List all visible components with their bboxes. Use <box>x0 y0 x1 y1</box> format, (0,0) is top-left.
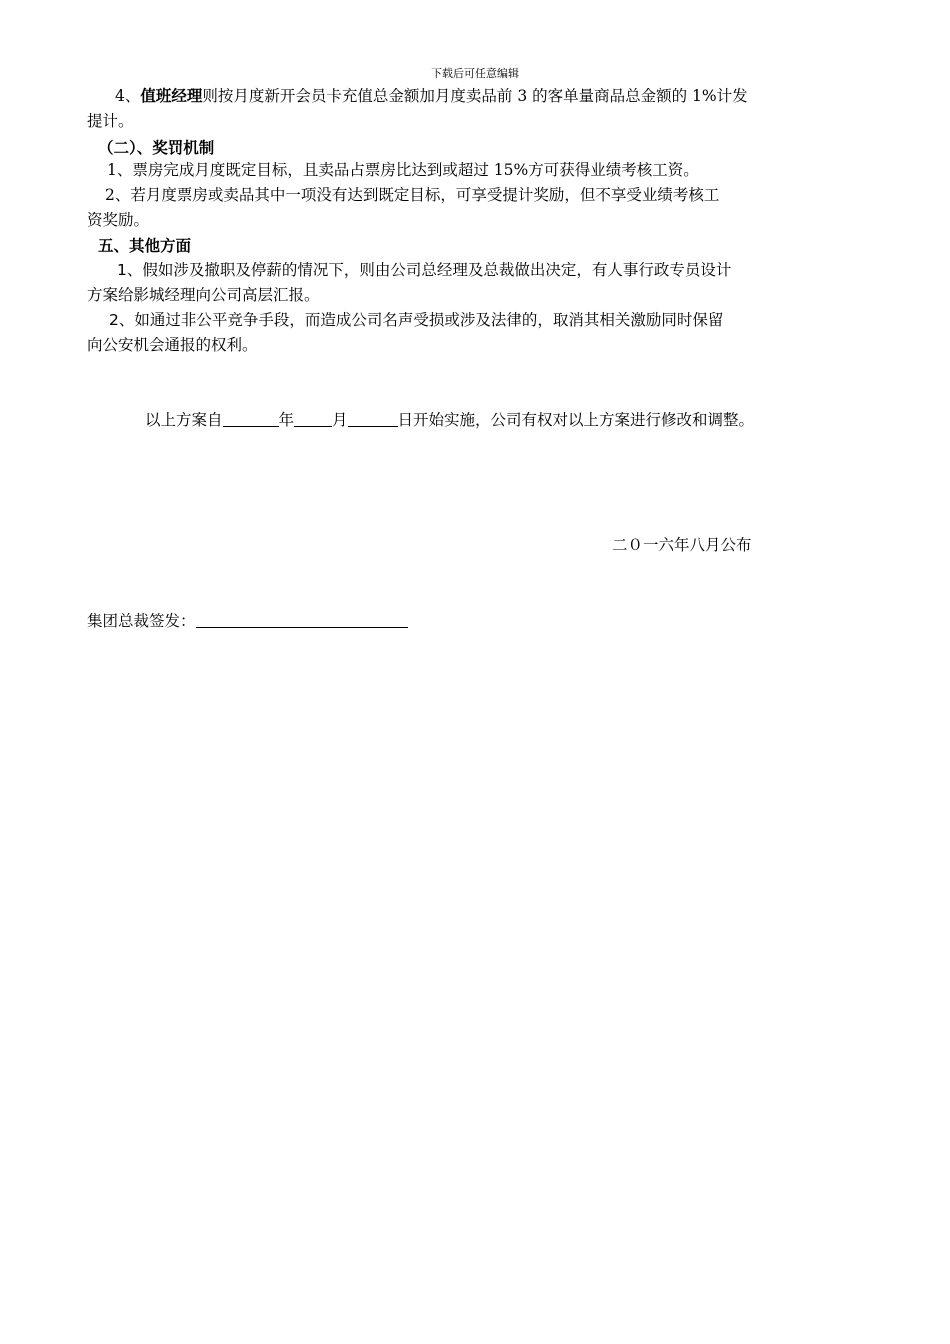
paragraph-reward-item-2 <box>87 183 877 233</box>
paragraph-reward-item-1 <box>87 158 877 183</box>
reward-item-2-line1: 2、若月度票房或卖品其中一项没有达到既定目标，可享受提计奖励，但不享受业绩考核工 <box>105 186 720 204</box>
paragraph-other-item-1 <box>87 258 877 308</box>
implementation-statement <box>145 408 885 433</box>
item-4-text-line2: 提计。 <box>87 112 134 130</box>
heading-other-aspects: 五、其他方面 <box>98 237 192 255</box>
implementation-prefix: 以上方案自 <box>145 411 223 429</box>
header-note: 下载后可任意编辑 <box>431 67 519 80</box>
other-item-1-number: 1 <box>117 261 127 279</box>
other-item-2-line2: 向公安机会通报的权利。 <box>87 336 258 354</box>
publish-date: 二０一六年八月公布 <box>612 536 752 554</box>
paragraph-item-4 <box>87 84 877 134</box>
signature-line <box>87 609 487 634</box>
signature-label: 集团总裁签发： <box>87 612 196 630</box>
month-blank[interactable] <box>294 410 332 427</box>
year-blank[interactable] <box>223 410 279 427</box>
other-item-2-line1: 、如通过非公平竞争手段，而造成公司名声受损或涉及法律的，取消其相关激励同时保留 <box>118 311 724 329</box>
implementation-suffix: 日开始实施，公司有权对以上方案进行修改和调整。 <box>397 411 755 429</box>
day-blank[interactable] <box>348 410 398 427</box>
signature-blank[interactable] <box>196 611 408 628</box>
paragraph-other-item-2 <box>87 308 877 358</box>
item-4-number: 4、 <box>115 87 141 105</box>
other-item-1-line2: 方案给影城经理向公司高层汇报。 <box>87 286 320 304</box>
heading-reward-mechanism: （二）、奖罚机制 <box>98 139 215 157</box>
other-item-1-line1: 、假如涉及撤职及停薪的情况下，则由公司总经理及总裁做出决定，有人事行政专员设计 <box>126 261 732 279</box>
month-label: 月 <box>332 411 348 429</box>
item-4-bold-term: 值班经理 <box>140 87 203 105</box>
reward-item-1-text: 1、票房完成月度既定目标，且卖品占票房比达到或超过 15%方可获得业绩考核工资。 <box>107 161 699 179</box>
item-4-text-line1: 则按月度新开会员卡充值总金额加月度卖品前 3 的客单量商品总金额的 1%计发 <box>202 87 748 105</box>
other-item-2-number: 2 <box>109 311 119 329</box>
year-label: 年 <box>278 411 295 429</box>
reward-item-2-line2: 资奖励。 <box>87 211 150 229</box>
